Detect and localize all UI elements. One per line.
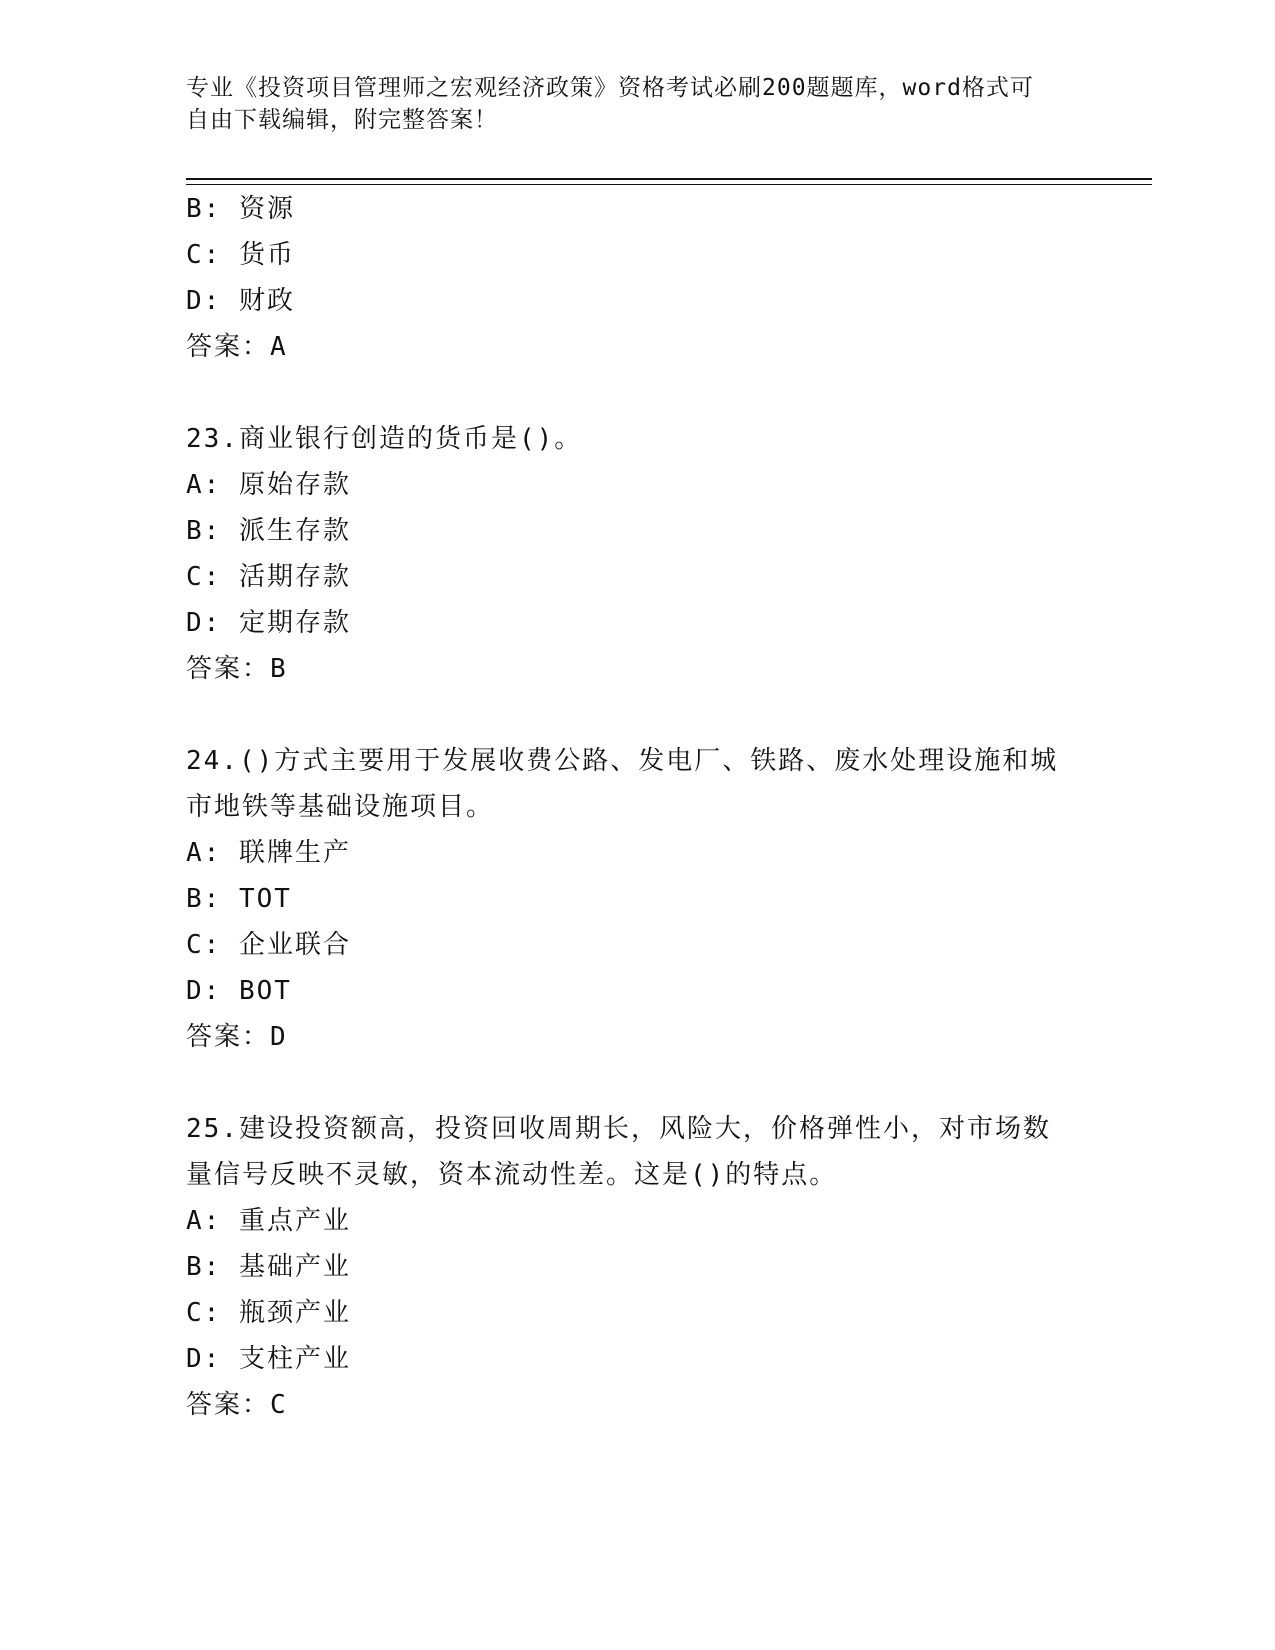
answer-line: 答案：D	[186, 1022, 288, 1052]
document-header	[186, 72, 1066, 136]
option-c: C: 货币	[186, 240, 295, 270]
option-b: B: TOT	[186, 884, 292, 914]
question-24	[186, 738, 1086, 1060]
option-a: A: 重点产业	[186, 1206, 351, 1236]
question-stem-line-2: 市地铁等基础设施项目。	[186, 792, 495, 822]
question-stem: 23.商业银行创造的货币是()。	[186, 424, 583, 454]
option-a: A: 联牌生产	[186, 838, 351, 868]
option-b: B: 基础产业	[186, 1252, 351, 1282]
option-c: C: 企业联合	[186, 930, 351, 960]
option-c: C: 活期存款	[186, 562, 351, 592]
question-25	[186, 1106, 1086, 1428]
answer-line: 答案：A	[186, 332, 288, 362]
question-stem-line-1: 25.建设投资额高，投资回收周期长，风险大，价格弹性小，对市场数	[186, 1114, 1051, 1144]
option-c: C: 瓶颈产业	[186, 1298, 351, 1328]
spacer	[186, 370, 1086, 416]
question-23	[186, 416, 1086, 692]
option-d: D: 财政	[186, 286, 295, 316]
question-list	[186, 186, 1086, 1428]
spacer	[186, 1060, 1086, 1106]
answer-line: 答案：C	[186, 1390, 288, 1420]
question-stem-line-1: 24.()方式主要用于发展收费公路、发电厂、铁路、废水处理设施和城	[186, 746, 1059, 776]
header-line-1: 专业《投资项目管理师之宏观经济政策》资格考试必刷200题题库，word格式可	[186, 75, 1034, 101]
question-22-fragment	[186, 186, 1086, 370]
option-b: B: 派生存款	[186, 516, 351, 546]
header-line-2: 自由下载编辑，附完整答案！	[186, 107, 498, 133]
spacer	[186, 692, 1086, 738]
option-a: A: 原始存款	[186, 470, 351, 500]
answer-line: 答案：B	[186, 654, 288, 684]
option-d: D: 定期存款	[186, 608, 351, 638]
option-d: D: BOT	[186, 976, 292, 1006]
option-b: B: 资源	[186, 194, 295, 224]
header-rule-thin	[186, 184, 1152, 185]
header-rule-thick	[186, 178, 1152, 180]
option-d: D: 支柱产业	[186, 1344, 351, 1374]
question-stem-line-2: 量信号反映不灵敏，资本流动性差。这是()的特点。	[186, 1160, 838, 1190]
